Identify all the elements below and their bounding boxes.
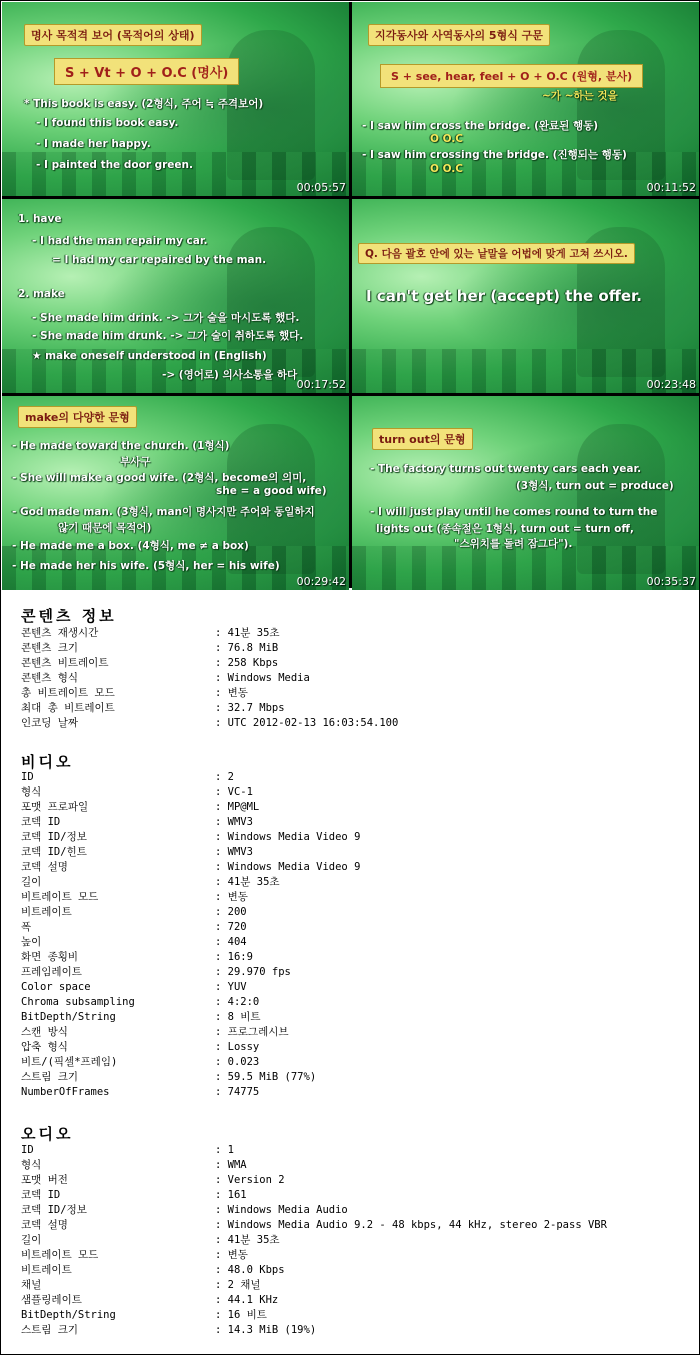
info-key: 스트림 크기 bbox=[21, 1324, 79, 1336]
info-row bbox=[21, 1010, 681, 1025]
info-value: : 404 bbox=[215, 936, 247, 948]
info-key: 채널 bbox=[21, 1279, 42, 1291]
info-row bbox=[21, 830, 681, 845]
info-key: BitDepth/String bbox=[21, 1309, 116, 1321]
info-row bbox=[21, 626, 681, 641]
info-key: 샘플링레이트 bbox=[21, 1294, 82, 1306]
slide-title-tag: 명사 목적격 보어 (목적어의 상태) bbox=[24, 24, 202, 46]
info-row bbox=[21, 1263, 681, 1278]
info-value: : 0.023 bbox=[215, 1056, 260, 1068]
slide-title-tag: make의 다양한 문형 bbox=[18, 406, 137, 428]
slide-line: - I made her happy. bbox=[36, 138, 151, 150]
info-key: 비트레이트 bbox=[21, 1264, 72, 1276]
info-row bbox=[21, 890, 681, 905]
info-value: : MP@ML bbox=[215, 801, 260, 813]
timestamp: 00:17:52 bbox=[296, 378, 346, 391]
slide-subtext: ~가 ~하는 것을 bbox=[542, 90, 618, 102]
info-row bbox=[21, 950, 681, 965]
slide-line: O O.C bbox=[430, 163, 463, 175]
info-value: : 41분 35초 bbox=[215, 876, 280, 888]
info-value: : Windows Media Video 9 bbox=[215, 831, 361, 843]
info-key: 형식 bbox=[21, 786, 42, 798]
info-key: 높이 bbox=[21, 936, 42, 948]
info-value: : Lossy bbox=[215, 1041, 260, 1053]
info-row bbox=[21, 701, 681, 716]
info-key: 최대 총 비트레이트 bbox=[21, 702, 115, 714]
slide-line: - I will just play until he comes round to turn the bbox=[370, 506, 658, 518]
info-key: ID bbox=[21, 1144, 34, 1156]
info-key: 비트레이트 bbox=[21, 906, 72, 918]
slide-line: - I saw him crossing the bridge. (진행되는 행동) bbox=[362, 149, 627, 161]
slide-title-tag: turn out의 문형 bbox=[372, 428, 473, 450]
info-row bbox=[21, 686, 681, 701]
info-value: : Windows Media Audio 9.2 - 48 kbps, 44 kHz, stereo 2-pass VBR bbox=[215, 1219, 607, 1231]
info-key: 프레임레이트 bbox=[21, 966, 82, 978]
info-value: : 74775 bbox=[215, 1086, 260, 1098]
info-key: 코덱 ID bbox=[21, 816, 61, 828]
info-key: 비트레이트 모드 bbox=[21, 1249, 99, 1261]
info-row bbox=[21, 1323, 681, 1338]
info-key: 콘텐츠 형식 bbox=[21, 672, 79, 684]
info-key: 스트림 크기 bbox=[21, 1071, 79, 1083]
slide-line: - I saw him cross the bridge. (완료된 행동) bbox=[362, 120, 599, 132]
info-row bbox=[21, 1233, 681, 1248]
info-value: : Windows Media bbox=[215, 672, 310, 684]
slide-line: I can't get her (accept) the offer. bbox=[366, 287, 643, 305]
info-key: 포맷 버전 bbox=[21, 1174, 68, 1186]
info-key: 압축 형식 bbox=[21, 1041, 68, 1053]
info-value: : 2 채널 bbox=[215, 1279, 261, 1291]
slide-line: - He made toward the church. (1형식) bbox=[12, 440, 230, 452]
info-row bbox=[21, 875, 681, 890]
info-key: 인코딩 날짜 bbox=[21, 717, 79, 729]
info-value: : UTC 2012-02-13 16:03:54.100 bbox=[215, 717, 399, 729]
info-key: Chroma subsampling bbox=[21, 996, 135, 1008]
info-value: : 프로그레시브 bbox=[215, 1026, 289, 1038]
slide-line: O O.C bbox=[430, 133, 463, 145]
info-value: : 변동 bbox=[215, 1249, 248, 1261]
info-row bbox=[21, 1173, 681, 1188]
slide-line: (3형식, turn out = produce) bbox=[516, 480, 674, 492]
slide-line: ★ make oneself understood in (English) bbox=[32, 350, 267, 362]
info-value: : 29.970 fps bbox=[215, 966, 291, 978]
slide-line: "스위치를 돌려 잠그다"). bbox=[454, 538, 573, 550]
info-value: : 44.1 KHz bbox=[215, 1294, 279, 1306]
slide-line: lights out (종속절은 1형식, turn out = turn off, bbox=[376, 523, 634, 535]
info-value: : 1 bbox=[215, 1144, 234, 1156]
info-key: 콘텐츠 재생시간 bbox=[21, 627, 99, 639]
info-row bbox=[21, 920, 681, 935]
info-key: Color space bbox=[21, 981, 91, 993]
info-value: : 2 bbox=[215, 771, 234, 783]
timestamp: 00:35:37 bbox=[646, 575, 696, 588]
info-row bbox=[21, 1293, 681, 1308]
info-key: 콘텐츠 비트레이트 bbox=[21, 657, 109, 669]
info-row bbox=[21, 1070, 681, 1085]
slide-line: = I had my car repaired by the man. bbox=[52, 254, 267, 266]
info-row bbox=[21, 1055, 681, 1070]
info-key: 길이 bbox=[21, 876, 42, 888]
info-value: : Windows Media Audio bbox=[215, 1204, 348, 1216]
info-value: : 16:9 bbox=[215, 951, 253, 963]
info-value: : 76.8 MiB bbox=[215, 642, 279, 654]
slide-line: - I had the man repair my car. bbox=[32, 235, 208, 247]
slide-line: - I painted the door green. bbox=[36, 159, 194, 171]
info-value: : Windows Media Video 9 bbox=[215, 861, 361, 873]
info-key: BitDepth/String bbox=[21, 1011, 116, 1023]
slide-line: 1. have bbox=[18, 213, 62, 225]
slide-line: 2. make bbox=[18, 288, 65, 300]
slide-line: - He made me a box. (4형식, me ≠ a box) bbox=[12, 540, 249, 552]
info-key: 코덱 ID bbox=[21, 1189, 61, 1201]
slide-line: 않기 때문에 목적어) bbox=[58, 522, 152, 534]
info-value: : 변동 bbox=[215, 891, 248, 903]
info-row bbox=[21, 995, 681, 1010]
video-thumbnail bbox=[352, 396, 699, 590]
slide-line: - She will make a good wife. (2형식, become의 의미, bbox=[12, 472, 307, 484]
info-key: 콘텐츠 크기 bbox=[21, 642, 79, 654]
slide-line: - He made her his wife. (5형식, her = his wife) bbox=[12, 560, 280, 572]
info-row bbox=[21, 1158, 681, 1173]
info-key: 코덱 ID/정보 bbox=[21, 1204, 87, 1216]
timestamp: 00:29:42 bbox=[296, 575, 346, 588]
info-row bbox=[21, 965, 681, 980]
info-row bbox=[21, 770, 681, 785]
info-row bbox=[21, 905, 681, 920]
timestamp: 00:23:48 bbox=[646, 378, 696, 391]
slide-line: - I found this book easy. bbox=[36, 117, 179, 129]
info-key: 비트레이트 모드 bbox=[21, 891, 99, 903]
info-value: : 258 Kbps bbox=[215, 657, 279, 669]
info-key: 형식 bbox=[21, 1159, 42, 1171]
info-row bbox=[21, 800, 681, 815]
section-title-video: 비디오 bbox=[21, 753, 74, 771]
info-row bbox=[21, 1188, 681, 1203]
info-key: 폭 bbox=[21, 921, 32, 933]
section-title-audio: 오디오 bbox=[21, 1125, 74, 1143]
timestamp: 00:11:52 bbox=[646, 181, 696, 194]
info-key: 포맷 프로파일 bbox=[21, 801, 89, 813]
info-key: 코덱 설명 bbox=[21, 861, 68, 873]
info-row bbox=[21, 1278, 681, 1293]
info-row bbox=[21, 845, 681, 860]
info-key: 코덱 ID/힌트 bbox=[21, 846, 87, 858]
info-value: : WMV3 bbox=[215, 846, 253, 858]
section-title-content-info: 콘텐츠 정보 bbox=[21, 607, 117, 625]
slide-title-tag: 지각동사와 사역동사의 5형식 구문 bbox=[368, 24, 550, 46]
info-key: NumberOfFrames bbox=[21, 1086, 110, 1098]
slide-title-tag: Q. 다음 괄호 안에 있는 낱말을 어법에 맞게 고쳐 쓰시오. bbox=[358, 243, 635, 264]
info-key: 스캔 방식 bbox=[21, 1026, 68, 1038]
info-row bbox=[21, 1248, 681, 1263]
video-thumbnail bbox=[2, 199, 349, 393]
info-key: 화면 종횡비 bbox=[21, 951, 79, 963]
info-row bbox=[21, 935, 681, 950]
info-value: : WMA bbox=[215, 1159, 247, 1171]
info-value: : YUV bbox=[215, 981, 247, 993]
info-row bbox=[21, 1308, 681, 1323]
slide-formula: S + Vt + O + O.C (명사) bbox=[54, 58, 239, 85]
info-row bbox=[21, 980, 681, 995]
slide-line: - God made man. (3형식, man이 명사지만 주어와 동일하지 bbox=[12, 506, 315, 518]
info-key: 길이 bbox=[21, 1234, 42, 1246]
info-row bbox=[21, 1040, 681, 1055]
info-key: 코덱 설명 bbox=[21, 1219, 68, 1231]
slide-formula: S + see, hear, feel + O + O.C (원형, 분사) bbox=[380, 64, 643, 88]
info-value: : 32.7 Mbps bbox=[215, 702, 285, 714]
info-row bbox=[21, 1143, 681, 1158]
timestamp: 00:05:57 bbox=[296, 181, 346, 194]
info-row bbox=[21, 785, 681, 800]
info-row bbox=[21, 1025, 681, 1040]
info-value: : 41분 35초 bbox=[215, 1234, 280, 1246]
slide-line: - She made him drunk. -> 그가 술이 취하도록 했다. bbox=[32, 330, 304, 342]
video-thumbnail bbox=[2, 396, 349, 590]
info-row bbox=[21, 716, 681, 731]
info-key: 총 비트레이트 모드 bbox=[21, 687, 115, 699]
info-row bbox=[21, 860, 681, 875]
info-row bbox=[21, 1218, 681, 1233]
info-row bbox=[21, 1203, 681, 1218]
info-row bbox=[21, 671, 681, 686]
info-value: : 720 bbox=[215, 921, 247, 933]
slide-line: - The factory turns out twenty cars each year. bbox=[370, 463, 642, 475]
slide-line: she = a good wife) bbox=[216, 485, 327, 497]
info-value: : WMV3 bbox=[215, 816, 253, 828]
video-thumbnail bbox=[352, 2, 699, 196]
info-row bbox=[21, 815, 681, 830]
thumbnail-grid bbox=[2, 2, 699, 588]
info-value: : 4:2:0 bbox=[215, 996, 260, 1008]
info-value: : 14.3 MiB (19%) bbox=[215, 1324, 317, 1336]
info-value: : 200 bbox=[215, 906, 247, 918]
info-value: : 변동 bbox=[215, 687, 248, 699]
slide-line: -> (영어로) 의사소통을 하다 bbox=[162, 369, 298, 381]
info-value: : 8 비트 bbox=[215, 1011, 261, 1023]
info-value: : Version 2 bbox=[215, 1174, 285, 1186]
video-thumbnail bbox=[352, 199, 699, 393]
info-value: : 16 비트 bbox=[215, 1309, 267, 1321]
info-value: : 59.5 MiB (77%) bbox=[215, 1071, 317, 1083]
info-key: ID bbox=[21, 771, 34, 783]
slide-line: - She made him drink. -> 그가 술을 마시도록 했다. bbox=[32, 312, 300, 324]
info-row bbox=[21, 656, 681, 671]
slide-line: 부사구 bbox=[120, 456, 151, 468]
info-value: : 41분 35초 bbox=[215, 627, 280, 639]
info-value: : 161 bbox=[215, 1189, 247, 1201]
info-row bbox=[21, 641, 681, 656]
info-value: : 48.0 Kbps bbox=[215, 1264, 285, 1276]
info-value: : VC-1 bbox=[215, 786, 253, 798]
info-row bbox=[21, 1085, 681, 1100]
info-key: 코덱 ID/정보 bbox=[21, 831, 87, 843]
video-thumbnail bbox=[2, 2, 349, 196]
info-key: 비트/(픽셀*프레임) bbox=[21, 1056, 118, 1068]
slide-line: * This book is easy. (2형식, 주어 ≒ 주격보어) bbox=[24, 98, 264, 110]
